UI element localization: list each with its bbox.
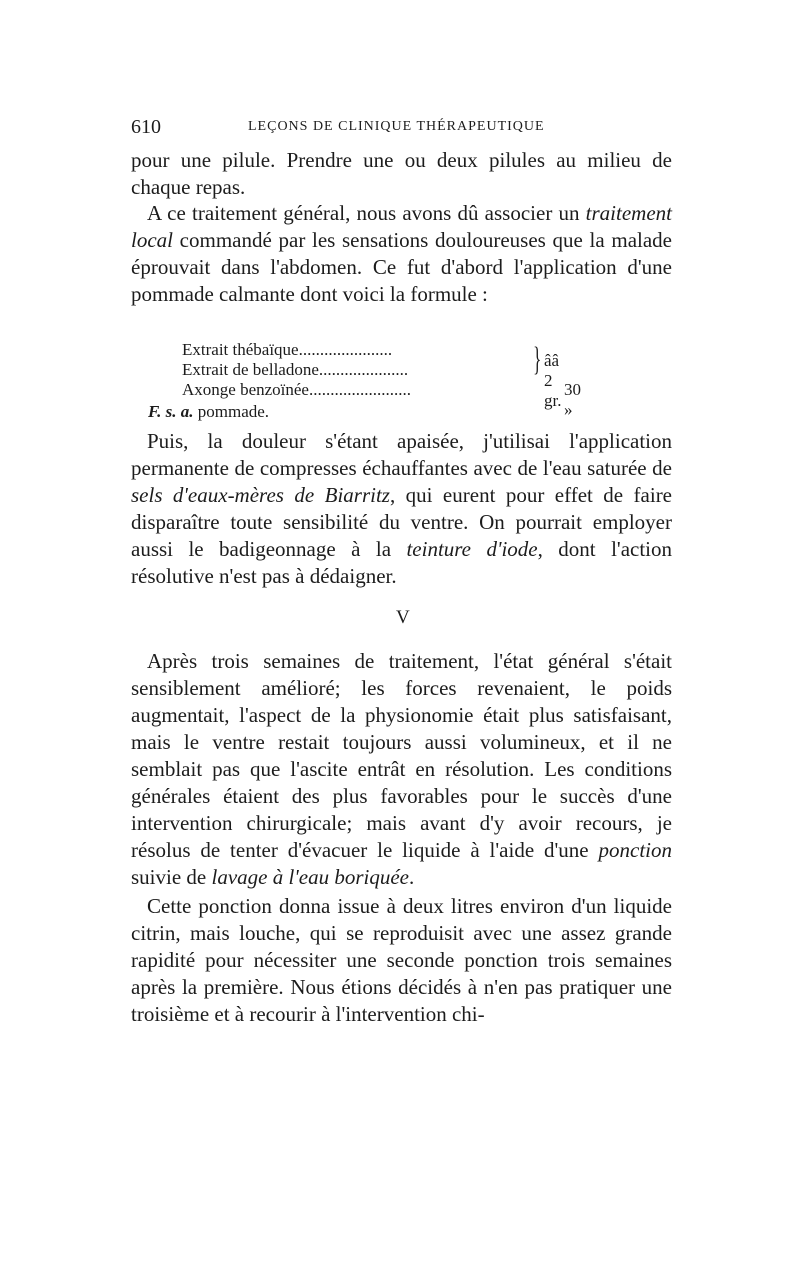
paragraph-1: pour une pilule. Prendre une ou deux pilules au milieu de chaque repas. bbox=[131, 148, 672, 199]
paragraph-3-text-c: , qui eurent pour effet de faire disparaître toute sensibilité du ventre. On pourrait employer aussi le badigeonnage à la bbox=[131, 483, 673, 561]
page-number: 610 bbox=[131, 116, 161, 138]
formula-abbreviation: F. s. a. bbox=[148, 402, 194, 421]
paragraph-3-text-a: Puis, la douleur s'étant apaisée, j'utilisai l'application permanente de compresses échauffantes avec de l'eau saturée de bbox=[131, 429, 672, 480]
paragraph-4-text-c: suivie de bbox=[131, 865, 212, 889]
formula-row bbox=[182, 380, 532, 400]
formula-row bbox=[182, 360, 532, 380]
paragraph-2-italic-term: traitement local bbox=[131, 201, 672, 252]
paragraph-3-italic-term: sels d'eaux-mères de Biarritz bbox=[131, 483, 390, 507]
formula-dose: 30 » bbox=[564, 380, 581, 419]
formula-shared-dose: ââ 2 gr. bbox=[544, 351, 562, 410]
paragraph-4-italic-term-2: lavage à l'eau boriquée bbox=[211, 865, 410, 889]
paragraph-2-text-a: A ce traitement général, nous avons dû associer un bbox=[147, 201, 586, 225]
paragraph-5: Cette ponction donna issue à deux litres environ d'un liquide citrin, mais louche, qui se reproduisit avec une assez grande rapidité pour nécessiter une seconde ponction trois semaines après la première. Nous étions décidés à n'en pas pratiquer une troisième et à recourir à l'intervention chi- bbox=[131, 894, 672, 1026]
formula-ingredient: Extrait de belladone..................... bbox=[182, 360, 409, 379]
paragraph-4-text-a: Après trois semaines de traitement, l'état général s'était sensiblement amélioré; les forces revenaient, le poids augmentait, l'aspect de la physionomie était plus satisfaisant, mais le ventre restait toujours aussi volumineux, et il ne semblait pas que l'ascite entrât en résolution. Les conditions générales étaient des plus favorables pour le succès d'une intervention chirurgicale; mais avant d'y avoir recours, je résolus de tenter d'évacuer le liquide à l'aide d'une bbox=[131, 649, 672, 862]
paragraph-2-text-c: commandé par les sensations douloureuses que la malade éprouvait dans l'abdomen. Ce fut d'abord l'application d'une pommade calmante dont voici la formule : bbox=[131, 228, 672, 306]
formula-ingredient: Extrait thébaïque...................... bbox=[182, 340, 393, 359]
running-title: LEÇONS DE CLINIQUE THÉRAPEUTIQUE bbox=[248, 119, 545, 134]
paragraph-3-italic-term-2: teinture d'iode bbox=[406, 537, 538, 561]
formula-row bbox=[182, 340, 532, 360]
formula-instruction-text: pommade. bbox=[193, 402, 270, 421]
formula-ingredient: Axonge benzoïnée........................ bbox=[182, 380, 411, 399]
paragraph-2 bbox=[131, 200, 672, 308]
paragraph-3-text-e: , dont l'action résolutive n'est pas à dédaigner. bbox=[131, 537, 673, 588]
paragraph-4-text-e: . bbox=[409, 865, 415, 889]
section-heading: V bbox=[396, 607, 410, 628]
brace-symbol: } bbox=[533, 341, 542, 378]
formula-instruction bbox=[148, 402, 269, 422]
paragraph-3 bbox=[131, 428, 672, 590]
paragraph-4-italic-term: ponction bbox=[598, 838, 672, 862]
paragraph-4 bbox=[131, 648, 672, 891]
